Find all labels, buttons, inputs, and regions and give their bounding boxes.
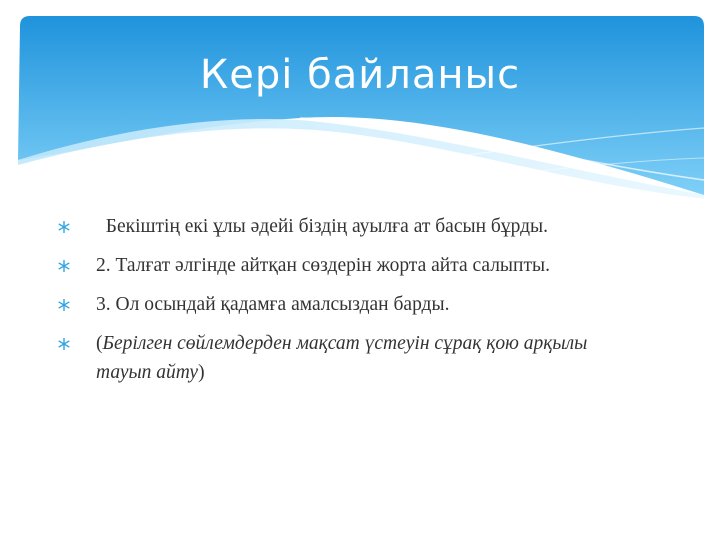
asterisk-icon — [56, 329, 72, 358]
list-item — [56, 212, 646, 241]
list-item — [56, 251, 646, 280]
list-item — [56, 329, 646, 387]
list-item-text: 3. Ол осындай қадамға амалсыздан барды. — [96, 294, 450, 315]
list-item — [56, 290, 646, 319]
asterisk-icon — [56, 251, 72, 280]
list-item-text: Бекіштің екі ұлы әдейі біздің ауылға ат басын бұрды. — [96, 216, 548, 237]
list-item-text — [96, 333, 587, 383]
list-item-text: 2. Талғат әлгінде айтқан сөздерін жорта айта салыпты. — [96, 255, 550, 276]
slide-title: Кері байланыс — [199, 52, 521, 98]
header-banner — [0, 0, 720, 205]
asterisk-icon — [56, 212, 72, 241]
paren-open: ( — [96, 333, 103, 354]
paren-close: ) — [198, 362, 205, 383]
asterisk-icon — [56, 290, 72, 319]
instruction-text: Берілген сөйлемдерден мақсат үстеуін сұрақ қою арқылы тауып айту — [96, 333, 588, 383]
bullet-list — [56, 212, 646, 397]
